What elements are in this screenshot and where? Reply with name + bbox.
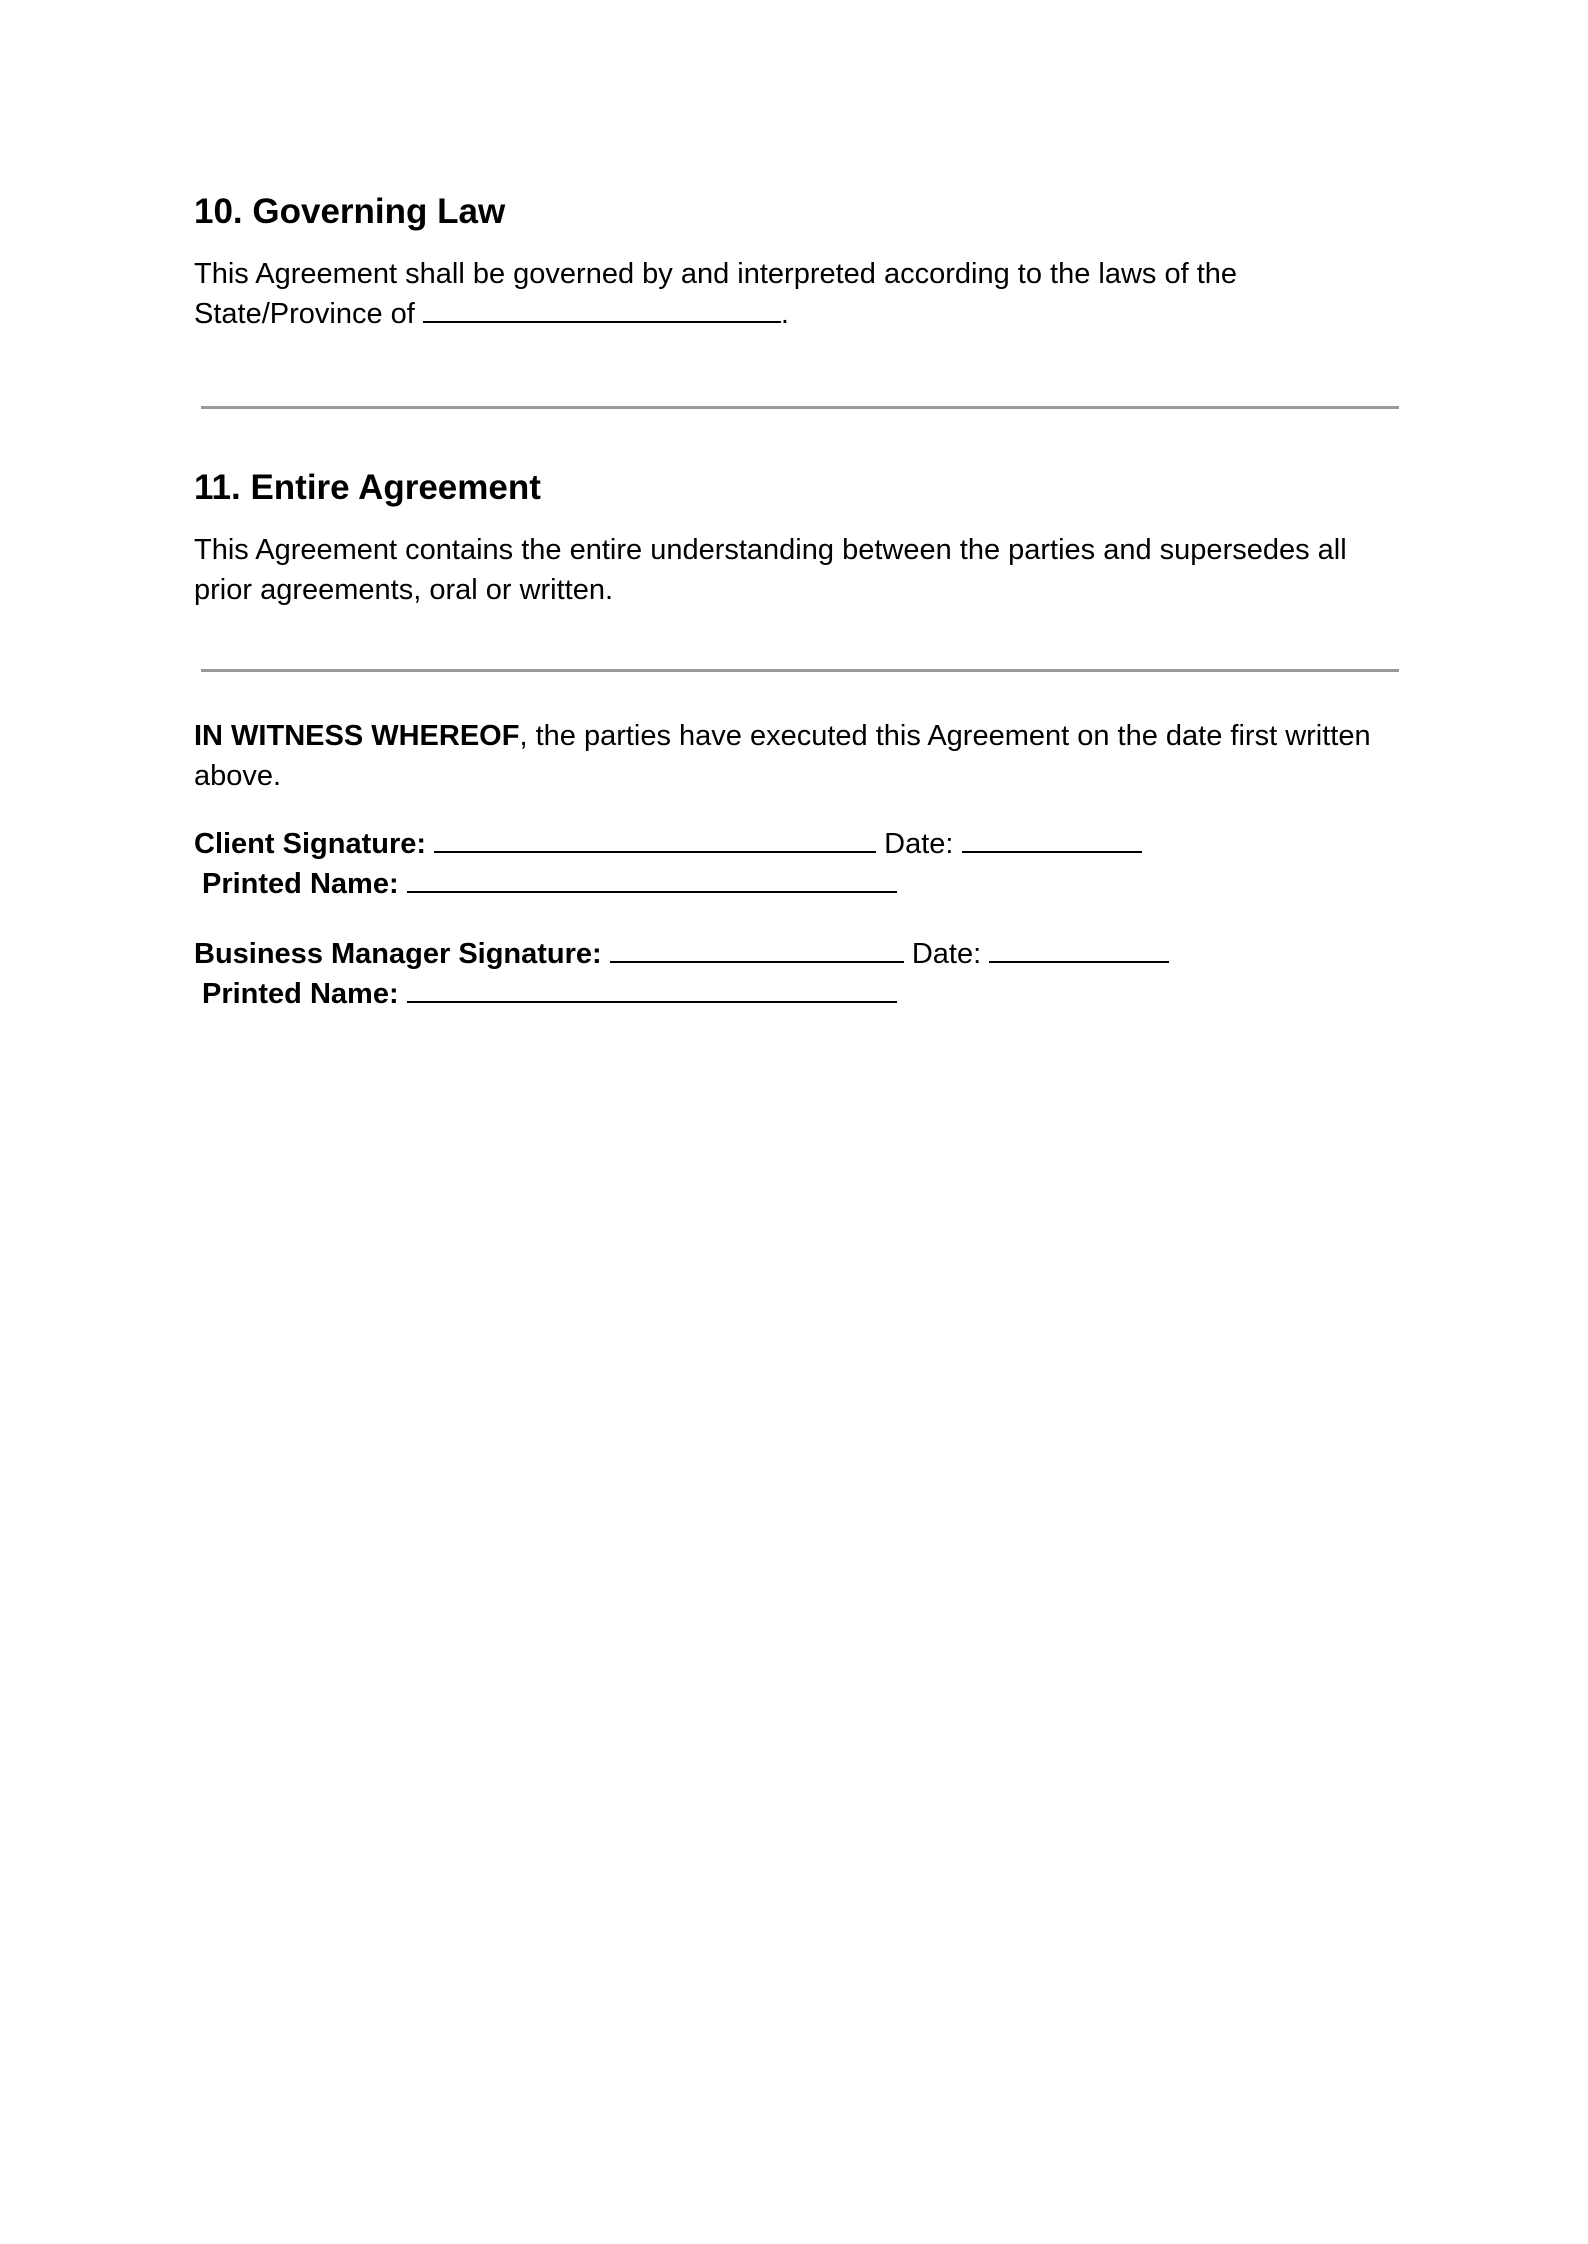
client-signature-row bbox=[194, 824, 1404, 864]
document-content bbox=[194, 184, 1404, 1014]
witness-text: , the parties have executed this Agreement on the date first written above. bbox=[194, 720, 1371, 792]
client-printed-name-label: Printed Name: bbox=[202, 868, 399, 900]
manager-printed-name-field[interactable] bbox=[407, 975, 897, 1003]
entire-agreement-paragraph: This Agreement contains the entire understanding between the parties and supersedes all prior agreements, oral or written. bbox=[194, 534, 1347, 606]
witness-paragraph bbox=[194, 716, 1404, 796]
section-divider bbox=[201, 669, 1399, 672]
client-printed-name-row bbox=[194, 864, 1404, 904]
manager-date-field[interactable] bbox=[989, 935, 1169, 963]
section-governing-law bbox=[194, 184, 1404, 334]
manager-signature-label: Business Manager Signature: bbox=[194, 938, 602, 970]
governing-law-text: This Agreement shall be governed by and interpreted according to the laws of the State/Province of bbox=[194, 258, 1238, 330]
manager-date-label: Date: bbox=[911, 938, 982, 970]
state-province-blank[interactable] bbox=[423, 295, 781, 323]
client-date-label: Date: bbox=[884, 828, 954, 860]
client-signature-block bbox=[194, 824, 1404, 904]
witness-bold-lead: IN WITNESS WHEREOF bbox=[194, 720, 520, 752]
manager-printed-name-label: Printed Name: bbox=[202, 978, 399, 1010]
client-printed-name-field[interactable] bbox=[407, 865, 897, 893]
governing-law-paragraph bbox=[194, 254, 1404, 334]
client-date-field[interactable] bbox=[962, 825, 1142, 853]
client-signature-label: Client Signature: bbox=[194, 828, 427, 860]
manager-signature-block bbox=[194, 934, 1404, 1014]
governing-law-period: . bbox=[780, 298, 789, 330]
manager-signature-row bbox=[194, 934, 1404, 974]
section-entire-agreement bbox=[194, 460, 1404, 610]
manager-signature-field[interactable] bbox=[610, 935, 904, 963]
section-heading-governing-law: 10. Governing Law bbox=[194, 192, 506, 231]
section-divider bbox=[201, 406, 1399, 409]
section-heading-entire-agreement: 11. Entire Agreement bbox=[194, 468, 541, 507]
section-witness bbox=[194, 716, 1404, 796]
manager-printed-name-row bbox=[194, 974, 1404, 1014]
client-signature-field[interactable] bbox=[434, 825, 876, 853]
